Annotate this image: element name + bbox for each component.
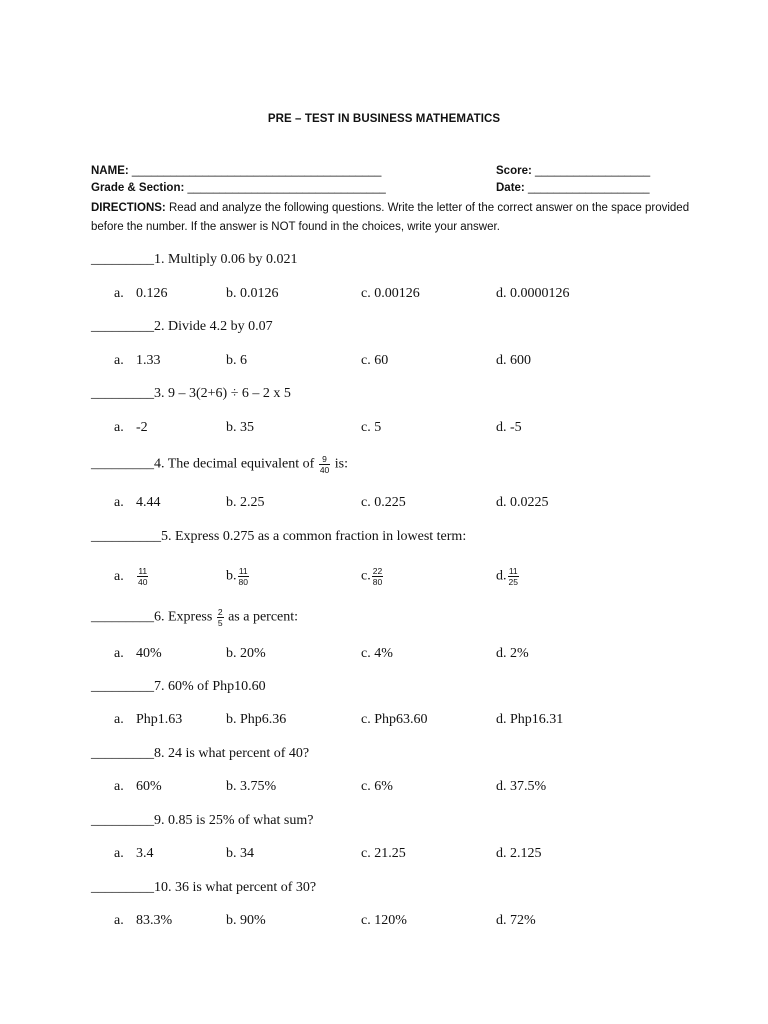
choice-letter: c. — [361, 286, 371, 301]
choice-d — [496, 495, 549, 511]
question-8 — [91, 746, 309, 762]
choice-a — [114, 286, 168, 302]
answer-blank[interactable]: __________ — [91, 529, 161, 544]
choice-text: 37.5% — [510, 779, 547, 794]
choice-a — [114, 495, 161, 511]
choice-text: 600 — [510, 353, 531, 368]
answer-blank[interactable]: _________ — [91, 456, 154, 472]
answer-blank[interactable]: _________ — [91, 813, 154, 828]
choice-letter: a. — [114, 495, 124, 510]
choice-text: 60% — [136, 779, 162, 794]
question-9 — [91, 813, 313, 829]
name-field[interactable]: _______________________________________ — [131, 165, 382, 177]
question-text: The decimal equivalent of — [167, 456, 315, 472]
choice-letter: a. — [114, 913, 124, 928]
choice-text: 4% — [374, 646, 393, 661]
question-text-end: as a percent: — [228, 609, 299, 625]
choice-d — [496, 353, 531, 369]
choice-letter: a. — [114, 353, 124, 368]
choice-b — [226, 353, 247, 369]
choice-text: 120% — [374, 913, 407, 928]
choice-text: Php6.36 — [240, 712, 287, 727]
choice-letter: d. — [496, 286, 507, 301]
choice-letter: a. — [114, 568, 124, 584]
question-text: Divide 4.2 by 0.07 — [168, 319, 273, 334]
choice-letter: c. — [361, 353, 371, 368]
choice-letter: d. — [496, 712, 507, 727]
choice-text: 60 — [374, 353, 389, 368]
question-text: 24 is what percent of 40? — [168, 746, 310, 761]
question-5 — [91, 529, 466, 545]
choice-letter: d. — [496, 420, 507, 435]
choice-a — [114, 420, 148, 436]
choice-a — [114, 913, 172, 929]
question-number: 3. — [154, 386, 165, 401]
question-2 — [91, 319, 273, 335]
choice-text: 6% — [374, 779, 393, 794]
choice-b — [226, 646, 266, 662]
question-text: Express 0.275 as a common fraction in lowest term: — [175, 529, 467, 544]
choice-text: 72% — [510, 913, 536, 928]
choice-letter: a. — [114, 779, 124, 794]
choice-fraction — [372, 566, 383, 587]
choice-text: Php63.60 — [374, 712, 428, 727]
directions-text: Read and analyze the following questions. Write the letter of the correct answer on the space provided before the number. If the answer is NOT found in the choices, write your answer. — [91, 202, 690, 233]
fraction-denominator: 5 — [217, 618, 223, 628]
choice-c — [361, 420, 381, 436]
choice-letter: a. — [114, 646, 124, 661]
choice-d — [496, 286, 570, 302]
fraction-numerator: 2 — [217, 607, 223, 617]
question-1 — [91, 252, 298, 268]
choice-b — [226, 495, 265, 511]
choice-text: 5 — [374, 420, 382, 435]
choice-a — [114, 646, 162, 662]
choice-letter: c. — [361, 712, 371, 727]
choice-letter: b. — [226, 646, 237, 661]
choice-c — [361, 712, 428, 728]
choice-text: 21.25 — [374, 846, 406, 861]
question-number: 9. — [154, 813, 165, 828]
fraction-numerator: 11 — [138, 566, 148, 576]
choice-a — [114, 779, 162, 795]
choice-letter: c. — [361, 779, 371, 794]
choice-letter: b. — [226, 286, 237, 301]
choice-text: 0.00126 — [374, 286, 420, 301]
fraction-denominator: 25 — [508, 577, 518, 587]
choice-letter: b. — [226, 353, 237, 368]
choice-letter: b. — [226, 913, 237, 928]
choice-text: 2% — [510, 646, 529, 661]
choice-c — [361, 495, 406, 511]
choice-text: Php1.63 — [136, 712, 183, 727]
question-text: Multiply 0.06 by 0.021 — [168, 252, 298, 267]
choice-letter: c. — [361, 913, 371, 928]
score-row — [496, 165, 650, 177]
question-number: 6. — [154, 609, 165, 625]
answer-blank[interactable]: _________ — [91, 252, 154, 267]
choice-letter: d. — [496, 913, 507, 928]
directions-label: DIRECTIONS: — [91, 202, 166, 214]
choice-text: 40% — [136, 646, 162, 661]
choice-c — [361, 353, 388, 369]
question-number: 2. — [154, 319, 165, 334]
choice-letter: a. — [114, 420, 124, 435]
choice-letter: d. — [496, 779, 507, 794]
question-text: 0.85 is 25% of what sum? — [168, 813, 314, 828]
question-6 — [91, 607, 298, 628]
fraction-numerator: 11 — [238, 566, 248, 576]
question-text: 9 – 3(2+6) ÷ 6 – 2 x 5 — [168, 386, 291, 401]
answer-blank[interactable]: _________ — [91, 386, 154, 401]
score-label: Score: — [496, 165, 532, 177]
question-number: 1. — [154, 252, 165, 267]
choice-letter: a. — [114, 846, 124, 861]
choice-a — [114, 712, 182, 728]
choice-text: 4.44 — [136, 495, 161, 510]
choice-text: 0.225 — [374, 495, 406, 510]
choice-b — [226, 846, 254, 862]
choice-letter: c. — [361, 846, 371, 861]
choice-text: 1.33 — [136, 353, 161, 368]
question-text: Express — [168, 609, 213, 625]
answer-blank[interactable]: _________ — [91, 319, 154, 334]
choice-fraction — [137, 566, 148, 587]
choice-letter: b. — [226, 712, 237, 727]
answer-blank[interactable]: _________ — [91, 880, 154, 895]
fraction-denominator: 40 — [138, 577, 148, 587]
choice-c — [361, 913, 407, 929]
question-number: 8. — [154, 746, 165, 761]
page-title: PRE – TEST IN BUSINESS MATHEMATICS — [267, 113, 501, 125]
choice-text: 0.0225 — [510, 495, 549, 510]
question-number: 4. — [154, 456, 165, 472]
choice-a — [114, 566, 149, 587]
choice-letter: c. — [361, 568, 371, 584]
choice-text: 0.126 — [136, 286, 168, 301]
choice-b — [226, 286, 279, 302]
choice-letter: b. — [226, 420, 237, 435]
fraction-denominator: 80 — [238, 577, 248, 587]
choice-text: 35 — [240, 420, 254, 435]
choice-text: 0.0000126 — [510, 286, 570, 301]
choice-text: 83.3% — [136, 913, 173, 928]
choice-d — [496, 779, 546, 795]
choice-letter: c. — [361, 420, 371, 435]
choice-letter: d. — [496, 495, 507, 510]
choice-text: 6 — [240, 353, 247, 368]
choice-text: 90% — [240, 913, 266, 928]
choice-b — [226, 566, 250, 587]
choice-text: 34 — [240, 846, 254, 861]
question-text: 36 is what percent of 30? — [175, 880, 317, 895]
fraction-denominator: 40 — [319, 465, 330, 475]
grade-field[interactable]: _______________________________ — [187, 182, 386, 194]
choice-letter: d. — [496, 568, 507, 584]
choice-letter: d. — [496, 646, 507, 661]
choice-d — [496, 566, 520, 587]
answer-blank[interactable]: _________ — [91, 679, 154, 694]
date-label: Date: — [496, 182, 525, 194]
choice-text: 20% — [240, 646, 266, 661]
choice-text: 3.75% — [240, 779, 277, 794]
question-number: 10. — [154, 880, 172, 895]
choice-b — [226, 779, 276, 795]
name-label: NAME: — [91, 165, 129, 177]
choice-c — [361, 846, 406, 862]
choice-c — [361, 646, 393, 662]
choice-fraction — [508, 566, 519, 587]
grade-row — [91, 182, 386, 194]
choice-letter: a. — [114, 712, 124, 727]
choice-a — [114, 353, 161, 369]
question-text: 60% of Php10.60 — [168, 679, 266, 694]
choice-d — [496, 846, 542, 862]
choice-b — [226, 712, 286, 728]
answer-blank[interactable]: _________ — [91, 746, 154, 761]
question-10 — [91, 880, 316, 896]
fraction-numerator: 11 — [508, 566, 518, 576]
choice-text: -2 — [136, 420, 148, 435]
choice-letter: d. — [496, 846, 507, 861]
date-field[interactable]: ___________________ — [527, 182, 650, 194]
fraction — [217, 607, 224, 628]
choice-letter: b. — [226, 846, 237, 861]
choice-b — [226, 420, 254, 436]
question-3 — [91, 386, 291, 402]
choice-c — [361, 286, 420, 302]
fraction — [319, 454, 330, 475]
choice-letter: c. — [361, 495, 371, 510]
fraction-numerator: 22 — [372, 566, 383, 576]
choice-fraction — [238, 566, 249, 587]
answer-blank[interactable]: _________ — [91, 609, 154, 625]
directions — [91, 199, 691, 237]
choice-text: 2.125 — [510, 846, 542, 861]
grade-label: Grade & Section: — [91, 182, 185, 194]
choice-a — [114, 846, 154, 862]
fraction-denominator: 80 — [372, 577, 383, 587]
name-row — [91, 165, 381, 177]
choice-d — [496, 420, 522, 436]
choice-text: -5 — [510, 420, 522, 435]
choice-b — [226, 913, 266, 929]
date-row — [496, 182, 650, 194]
choice-text: 0.0126 — [240, 286, 279, 301]
choice-d — [496, 646, 529, 662]
question-number: 5. — [161, 529, 172, 544]
choice-text: Php16.31 — [510, 712, 564, 727]
choice-letter: d. — [496, 353, 507, 368]
choice-d — [496, 913, 536, 929]
choice-text: 2.25 — [240, 495, 265, 510]
choice-c — [361, 779, 393, 795]
question-number: 7. — [154, 679, 165, 694]
choice-letter: b. — [226, 779, 237, 794]
choice-text: 3.4 — [136, 846, 154, 861]
choice-letter: b. — [226, 568, 237, 584]
score-field[interactable]: __________________ — [535, 165, 651, 177]
choice-d — [496, 712, 563, 728]
question-text-end: is: — [334, 456, 349, 472]
question-4 — [91, 454, 348, 475]
choice-letter: b. — [226, 495, 237, 510]
choice-c — [361, 566, 384, 587]
choice-letter: c. — [361, 646, 371, 661]
fraction-numerator: 9 — [319, 454, 330, 465]
question-7 — [91, 679, 266, 695]
choice-letter: a. — [114, 286, 124, 301]
